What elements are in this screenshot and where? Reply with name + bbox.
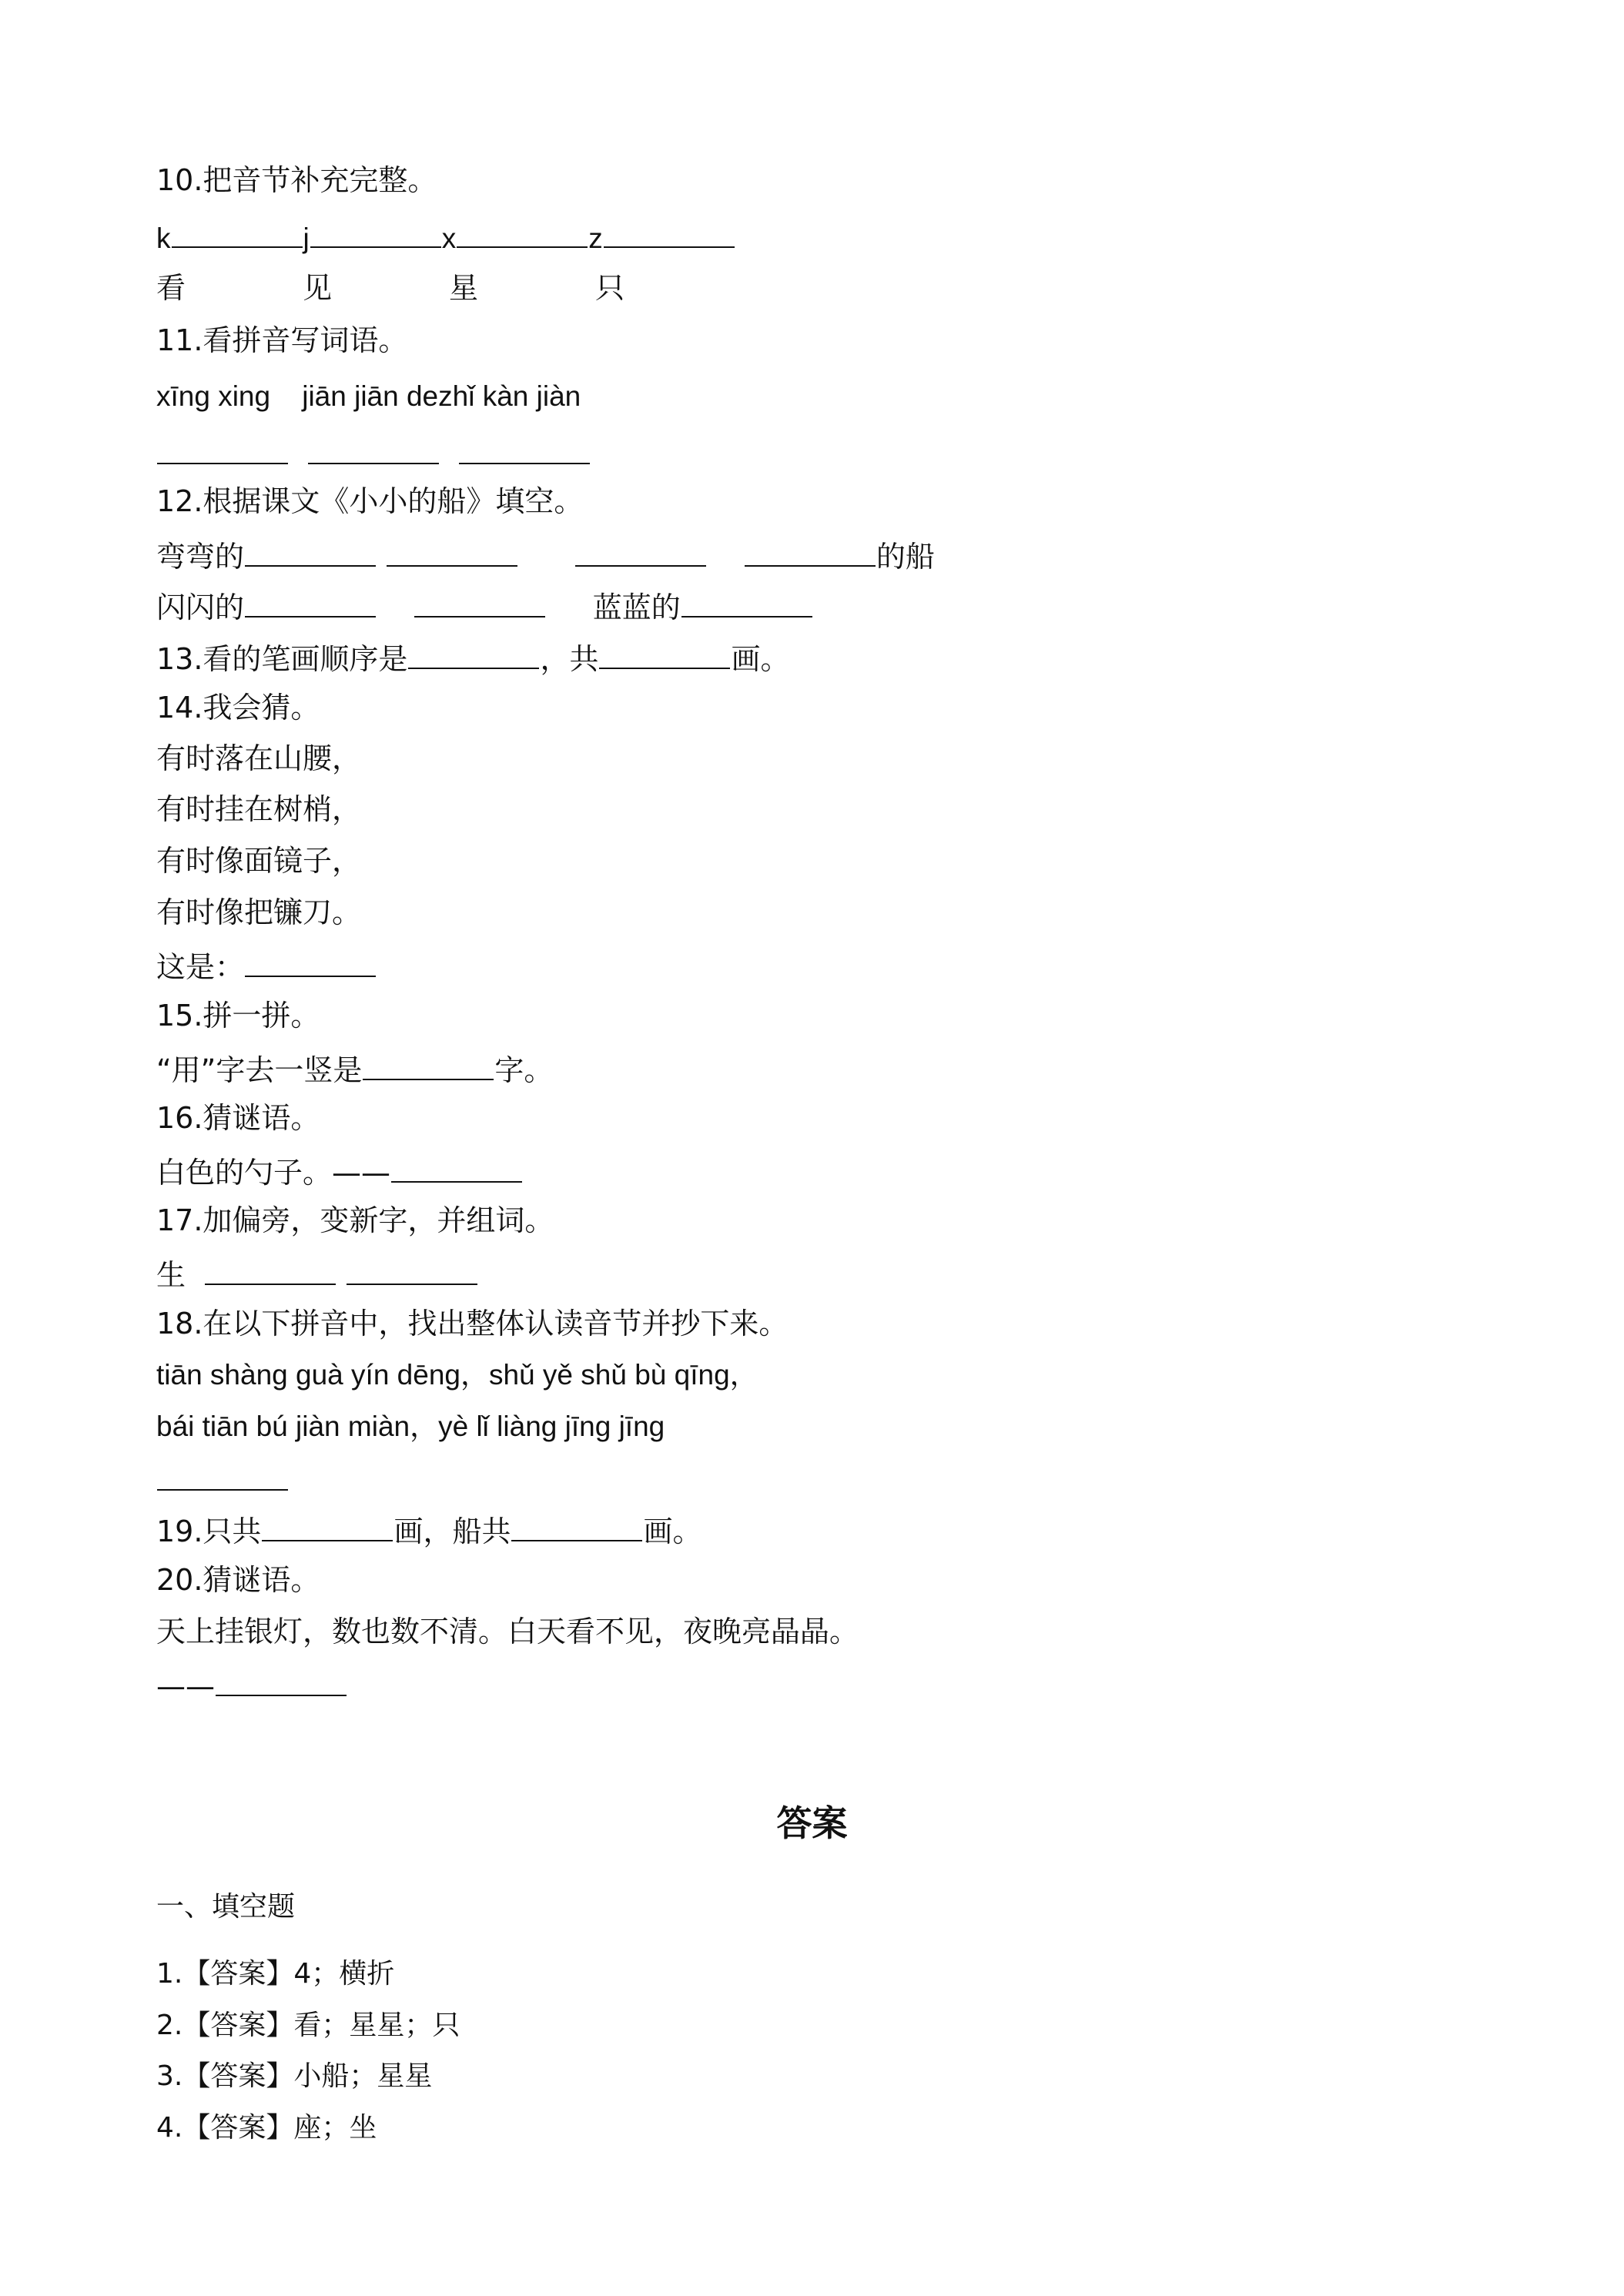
q11-title: 11.看拼音写词语。 — [156, 323, 408, 357]
q18-title: 18.在以下拼音中，找出整体认读音节并抄下来。 — [156, 1307, 789, 1340]
q14-riddle-line: 有时像面镜子， — [156, 844, 362, 878]
q14-title: 14.我会猜。 — [156, 691, 320, 725]
answers-section-title: 一、填空题 — [156, 1891, 296, 1923]
q10-blank[interactable] — [172, 220, 303, 248]
q13-line — [156, 641, 789, 674]
q14-riddle-line: 有时落在山腰， — [156, 741, 362, 775]
answers-heading: 答案 — [776, 1802, 848, 1844]
q12-line-1 — [156, 539, 935, 574]
q18-pinyin-line: bái tiān bú jiàn miàn，yè lǐ liàng jīng jīng — [156, 1411, 665, 1442]
q19-text: 画。 — [643, 1514, 702, 1548]
q11-answer-row — [156, 437, 591, 469]
answer-item: 4.【答案】座；坐 — [156, 2112, 377, 2144]
q17-line — [156, 1257, 478, 1290]
q10-char: 见 — [303, 271, 333, 305]
q10-blank[interactable] — [604, 220, 735, 248]
q18-blank[interactable] — [157, 1463, 288, 1491]
q15-title: 15.拼一拼。 — [156, 999, 320, 1033]
answer-item: 3.【答案】小船；星星 — [156, 2060, 433, 2092]
q13-text: ，共 — [540, 642, 599, 676]
q16-line — [156, 1155, 523, 1190]
q11-pinyin: jiān jiān de — [302, 380, 439, 412]
q19-text: 画，船共 — [393, 1514, 511, 1548]
q13-text: 13.看的笔画顺序是 — [156, 642, 408, 676]
q10-syllable-row — [156, 220, 735, 253]
q10-initial: j — [303, 223, 310, 254]
q10-char: 只 — [595, 271, 625, 305]
q19-line — [156, 1514, 702, 1546]
q14-prompt: 这是： — [156, 950, 245, 984]
q18-pinyin-line: tiān shàng guà yín dēng，shǔ yě shǔ bù qīng， — [156, 1359, 758, 1391]
q10-char-row — [156, 273, 742, 303]
q13-blank[interactable] — [599, 641, 730, 669]
q14-riddle-line: 有时像把镰刀。 — [156, 895, 362, 929]
q13-text: 画。 — [731, 642, 790, 676]
q19-blank[interactable] — [262, 1514, 393, 1541]
q11-blank[interactable] — [459, 437, 590, 464]
q20-answer-line — [156, 1668, 347, 1701]
q12-blank[interactable] — [245, 590, 376, 618]
q10-title: 10.把音节补充完整。 — [156, 163, 437, 197]
q12-text: 蓝蓝的 — [592, 591, 681, 624]
q16-title: 16.猜谜语。 — [156, 1101, 320, 1135]
q12-line-2 — [156, 590, 813, 622]
q13-blank[interactable] — [408, 641, 539, 669]
q20-dash: —— — [156, 1669, 215, 1703]
q12-blank[interactable] — [681, 590, 812, 618]
q15-blank[interactable] — [363, 1053, 494, 1080]
q12-blank[interactable] — [245, 539, 376, 567]
q10-blank[interactable] — [310, 220, 441, 248]
q10-initial: z — [588, 223, 603, 254]
q17-blank[interactable] — [205, 1257, 336, 1285]
q10-char: 看 — [156, 271, 186, 305]
q17-char: 生 — [156, 1258, 186, 1292]
q10-initial: x — [441, 223, 457, 254]
q20-riddle: 天上挂银灯，数也数不清。白天看不见，夜晚亮晶晶。 — [156, 1615, 859, 1648]
q11-blank[interactable] — [157, 437, 288, 464]
q17-title: 17.加偏旁，变新字，并组词。 — [156, 1203, 554, 1237]
q10-initial: k — [156, 223, 171, 254]
q11-pinyin: xīng xing — [156, 380, 271, 412]
q18-answer-line — [156, 1463, 289, 1495]
answer-item: 1.【答案】4；横折 — [156, 1958, 395, 1990]
q14-riddle-line: 有时挂在树梢， — [156, 792, 362, 826]
q16-blank[interactable] — [391, 1155, 522, 1183]
q12-text: 的船 — [876, 540, 935, 574]
q11-pinyin-row — [156, 382, 581, 410]
q12-blank[interactable] — [745, 539, 876, 567]
q19-text: 19.只共 — [156, 1514, 262, 1548]
q15-line — [156, 1053, 553, 1085]
q17-blank[interactable] — [347, 1257, 477, 1285]
q11-blank[interactable] — [308, 437, 439, 464]
q12-text: 弯弯的 — [156, 540, 245, 574]
q12-text: 闪闪的 — [156, 591, 245, 624]
q11-pinyin: zhǐ kàn jiàn — [438, 380, 581, 412]
q10-blank[interactable] — [457, 220, 588, 248]
q15-text: “用”字去一竖是 — [156, 1053, 363, 1087]
q14-answer-line — [156, 949, 377, 982]
q12-blank[interactable] — [414, 590, 545, 618]
q10-char: 星 — [449, 271, 479, 305]
q14-blank[interactable] — [245, 949, 376, 977]
q12-blank[interactable] — [575, 539, 706, 567]
q12-blank[interactable] — [387, 539, 517, 567]
answer-item: 2.【答案】看；星星；只 — [156, 2010, 460, 2041]
q20-title: 20.猜谜语。 — [156, 1563, 320, 1597]
q16-riddle: 白色的勺子。—— — [156, 1156, 391, 1190]
q20-blank[interactable] — [216, 1668, 347, 1696]
q19-blank[interactable] — [511, 1514, 642, 1541]
q12-title: 12.根据课文《小小的船》填空。 — [156, 484, 584, 518]
q15-text: 字。 — [494, 1053, 554, 1087]
